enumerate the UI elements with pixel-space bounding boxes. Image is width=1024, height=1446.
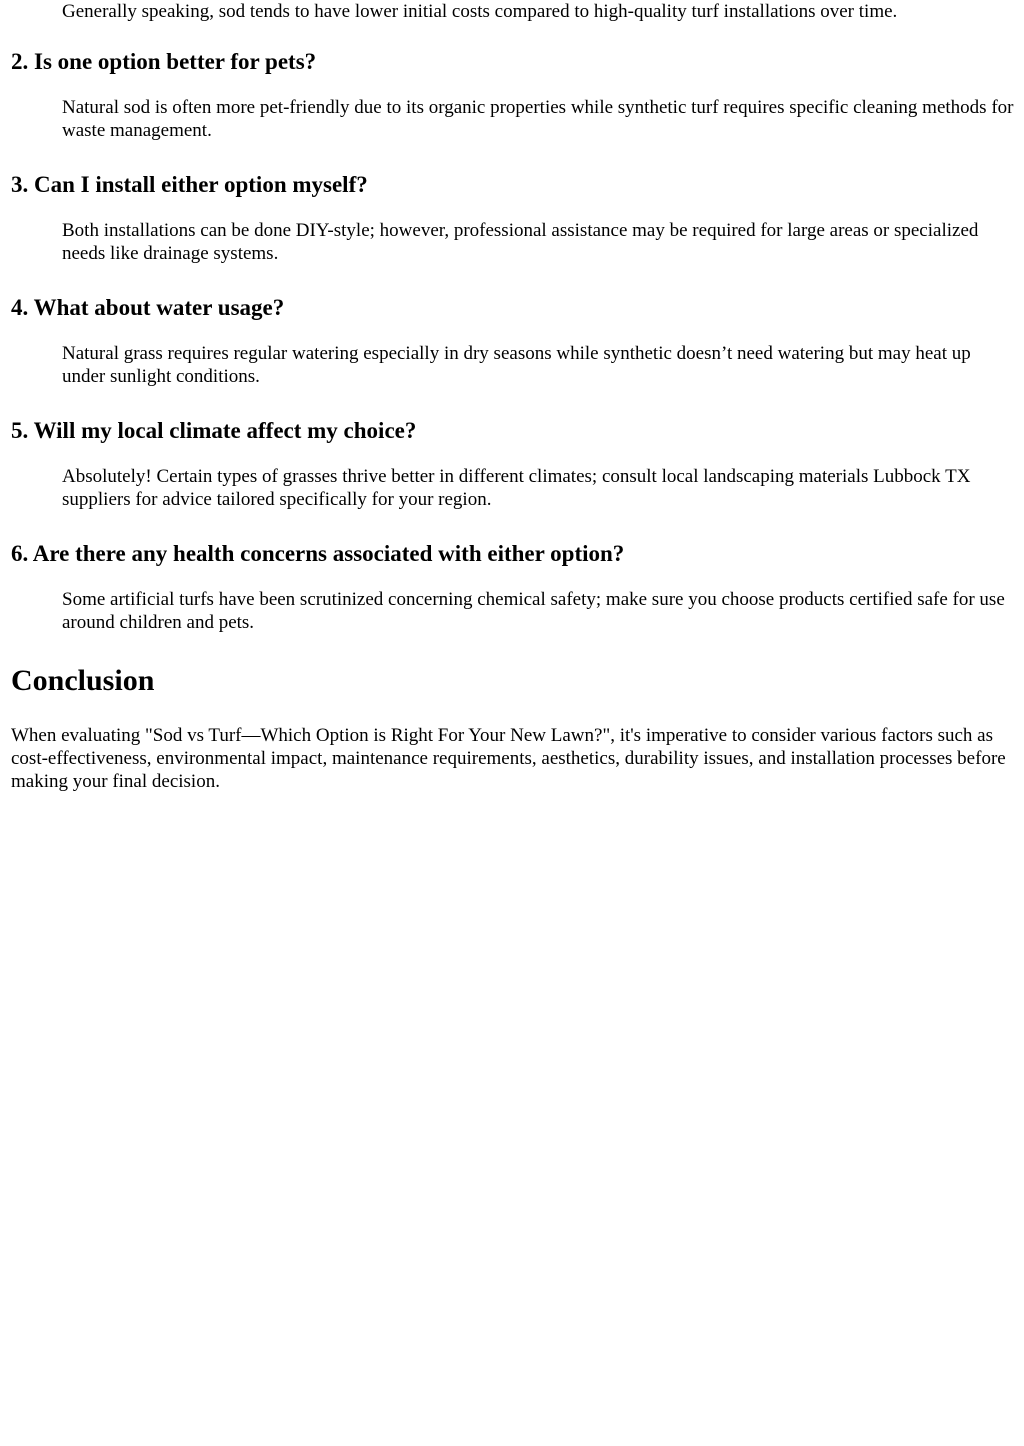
faq-item-6 (11, 540, 1016, 634)
faq-question-3: 3. Can I install either option myself? (11, 172, 368, 197)
faq-answer-3: Both installations can be done DIY-style; however, professional assistance may be required for large areas or specialized needs like drainage systems. (62, 220, 979, 264)
faq-question-2: 2. Is one option better for pets? (11, 49, 317, 74)
faq-question-4: 4. What about water usage? (11, 295, 285, 320)
faq-question-6: 6. Are there any health concerns associated with either option? (11, 541, 625, 566)
conclusion-paragraph: When evaluating "Sod vs Turf—Which Option is Right For Your New Lawn?", it's imperative to consider various factors such as cost-effectiveness, environmental impact, maintenance requirements, aesthetics, durability issues, and installation processes before making your final decision. (11, 725, 1006, 792)
faq-item-3 (11, 171, 1016, 265)
faq-item-2 (11, 48, 1016, 142)
faq-answer-6: Some artificial turfs have been scrutinized concerning chemical safety; make sure you choose products certified safe for use around children and pets. (62, 589, 1005, 633)
faq-answer-1: Generally speaking, sod tends to have lower initial costs compared to high-quality turf installations over time. (62, 1, 898, 22)
faq-item-5 (11, 417, 1016, 511)
faq-answer-2: Natural sod is often more pet-friendly due to its organic properties while synthetic turf requires specific cleaning methods for waste management. (62, 97, 1014, 141)
conclusion-heading: Conclusion (11, 664, 155, 697)
faq-answer-5: Absolutely! Certain types of grasses thrive better in different climates; consult local landscaping materials Lubbock TX suppliers for advice tailored specifically for your region. (62, 466, 971, 510)
faq-question-5: 5. Will my local climate affect my choice? (11, 418, 417, 443)
faq-answer-4: Natural grass requires regular watering especially in dry seasons while synthetic doesn’t need watering but may heat up under sunlight conditions. (62, 343, 971, 387)
faq-item-4 (11, 294, 1016, 388)
